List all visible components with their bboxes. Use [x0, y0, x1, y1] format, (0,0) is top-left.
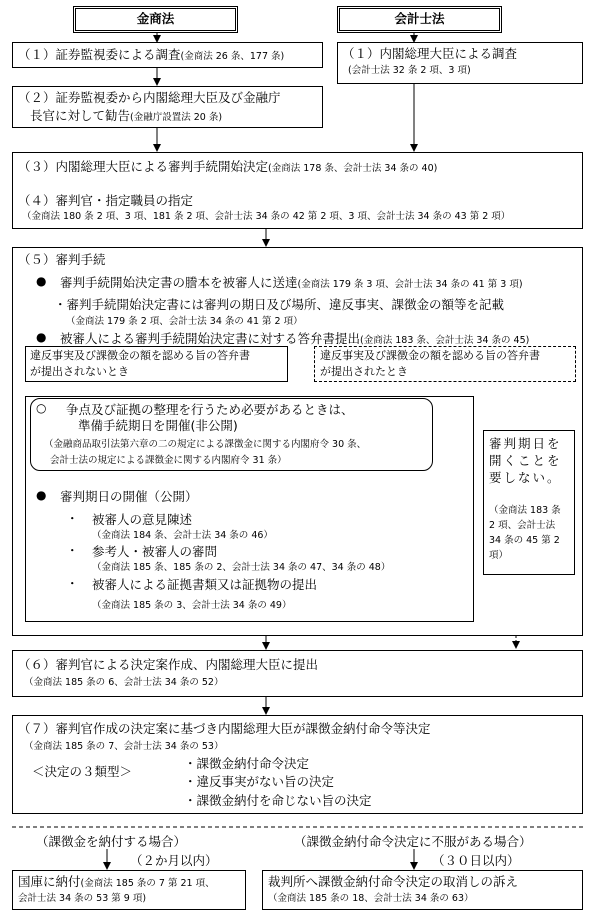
- nohearing-ref1: （金商法 183 条: [489, 505, 561, 516]
- hearing-item-1-text: 被審人の意見陳述: [92, 512, 193, 527]
- prep-line1: 争点及び証拠の整理を行うため必要があるときは、: [66, 402, 354, 417]
- branch-right-line1: 違反事実及び課徴金の額を認める旨の答弁書: [320, 349, 540, 362]
- type-2: ・違反事実がない旨の決定: [184, 774, 335, 789]
- nohearing-line3: 要しない。: [489, 470, 562, 485]
- step2-ref: (金融庁設置法 20 条): [130, 112, 223, 123]
- nohearing-line1: 審判期日を: [489, 436, 562, 451]
- bullet2-mark: ●: [36, 330, 47, 344]
- outcome-right-period: （３０日以内）: [432, 853, 520, 868]
- types-label: ＜決定の３類型＞: [32, 764, 133, 779]
- step1-left-title-text: （１）証券監視委による調査: [18, 47, 181, 62]
- prep-mark: ○: [36, 401, 47, 415]
- step3-title: （３）内閣総理大臣による審判手続開始決定: [18, 159, 269, 174]
- type-3: ・課徴金納付を命じない旨の決定: [184, 793, 372, 808]
- sub1-text: ・審判手続開始決定書には審判の期日及び場所、違反事実、課徴金の額等を記載: [54, 297, 505, 312]
- step7-ref: （金商法 185 条の 7、会計士法 34 条の 53）: [24, 741, 224, 752]
- outcome-left-ref1: (金商法 185 条の 7 第 21 項、: [80, 878, 215, 889]
- hearing-mark: ●: [36, 488, 47, 502]
- hearing-item-1-ref: （金商法 184 条、会計士法 34 条の 46）: [92, 530, 273, 541]
- step6-ref: （金商法 185 条の 6、会計士法 34 条の 52）: [24, 677, 224, 688]
- hearing-item-1-mark: ・: [66, 511, 79, 526]
- outcome-left-label: （課徴金を納付する場合）: [36, 834, 187, 849]
- branch-left-line2: が提出されないとき: [30, 365, 129, 378]
- header-left-label: 金商法: [136, 11, 175, 26]
- outcome-left-period: （２か月以内）: [130, 853, 218, 868]
- prep-ref2: 会計士法の規定による課徴金に関する内閣府令 31 条）: [50, 455, 287, 466]
- branch-left-line1: 違反事実及び課徴金の額を認める旨の答弁書: [30, 349, 250, 362]
- bullet2-ref: (金商法 183 条、会計士法 34 条の 45): [360, 335, 530, 346]
- step3-line: [18, 159, 437, 174]
- step2-line2-wrap: [30, 108, 222, 123]
- hearing-item-3-mark: ・: [66, 576, 79, 591]
- step1-left-ref: (金商法 26 条、177 条): [180, 51, 285, 62]
- bullet1-mark: ●: [36, 274, 47, 288]
- nohearing-ref3: 34 条の 45 第 2: [489, 535, 560, 546]
- step1-left-title: [18, 47, 284, 62]
- prep-ref1: （金融商品取引法第六章の二の規定による課徴金に関する内閣府令 30 条、: [44, 439, 367, 450]
- nohearing-ref2: 2 項、会計士法: [489, 520, 556, 531]
- bullet2-text: 被審人による審判手続開始決定書に対する答弁書提出: [60, 331, 361, 346]
- hearing-item-2-text: 参考人・被審人の審問: [92, 544, 218, 559]
- step2-line2: 長官に対して勧告: [30, 108, 131, 123]
- hearing-item-2-ref: （金商法 185 条、185 条の 2、会計士法 34 条の 47、34 条の 48）: [92, 562, 391, 573]
- bullet1-line: [60, 275, 523, 290]
- step7-title: （７）審判官作成の決定案に基づき内閣総理大臣が課徴金納付命令等決定: [18, 721, 431, 736]
- outcome-right-ref: （金商法 185 条の 18、会計士法 34 条の 63）: [268, 893, 474, 904]
- bullet2-line: [60, 331, 529, 346]
- step1-right-title: （１）内閣総理大臣による調査: [342, 46, 518, 61]
- step6-title: （６）審判官による決定案作成、内閣総理大臣に提出: [18, 657, 319, 672]
- nohearing-line2: 開くことを: [489, 453, 562, 468]
- outcome-left-ref2: 会計士法 34 条の 53 第 9 項): [18, 893, 147, 904]
- step4-ref: （金商法 180 条 2 項、3 項、181 条 2 項、会計士法 34 条の 42 第 2 項、3 項、会計士法 34 条の 43 第 2 項）: [22, 211, 511, 222]
- outcome-left-line1: [18, 874, 215, 889]
- branch-right-line2: が提出されたとき: [320, 365, 408, 378]
- step2-line1: （２）証券監視委から内閣総理大臣及び金融庁: [18, 90, 281, 105]
- hearing-item-2-mark: ・: [66, 543, 79, 558]
- hearing-title: 審判期日の開催（公開）: [60, 489, 198, 504]
- header-right-label: 会計士法: [394, 11, 445, 26]
- prep-line2: 準備手続期日を開催(非公開): [78, 418, 238, 433]
- type-1: ・課徴金納付命令決定: [184, 756, 310, 771]
- hearing-item-3-ref: （金商法 185 条の 3、会計士法 34 条の 49）: [92, 600, 292, 611]
- outcome-right-label: （課徴金納付命令決定に不服がある場合）: [294, 834, 532, 849]
- outcome-right-title: 裁判所へ課徴金納付命令決定の取消しの訴え: [268, 874, 519, 889]
- hearing-item-3-text: 被審人による証拠書類又は証拠物の提出: [92, 577, 318, 592]
- sub1-ref: （金商法 179 条 2 項、会計士法 34 条の 41 第 2 項）: [66, 316, 303, 327]
- step4-title: （４）審判官・指定職員の指定: [18, 193, 194, 208]
- bullet1-text: 審判手続開始決定書の謄本を被審人に送達: [60, 275, 298, 290]
- step3-ref: (金商法 178 条、会計士法 34 条の 40): [268, 163, 438, 174]
- nohearing-ref4: 項）: [489, 550, 509, 561]
- step1-right-ref: (会計士法 32 条 2 項、3 項): [348, 65, 471, 76]
- step5-title: （５）審判手続: [18, 252, 106, 267]
- bullet1-ref: (金商法 179 条 3 項、会計士法 34 条の 41 第 3 項): [297, 279, 523, 290]
- outcome-left-title: 国庫に納付: [18, 874, 81, 889]
